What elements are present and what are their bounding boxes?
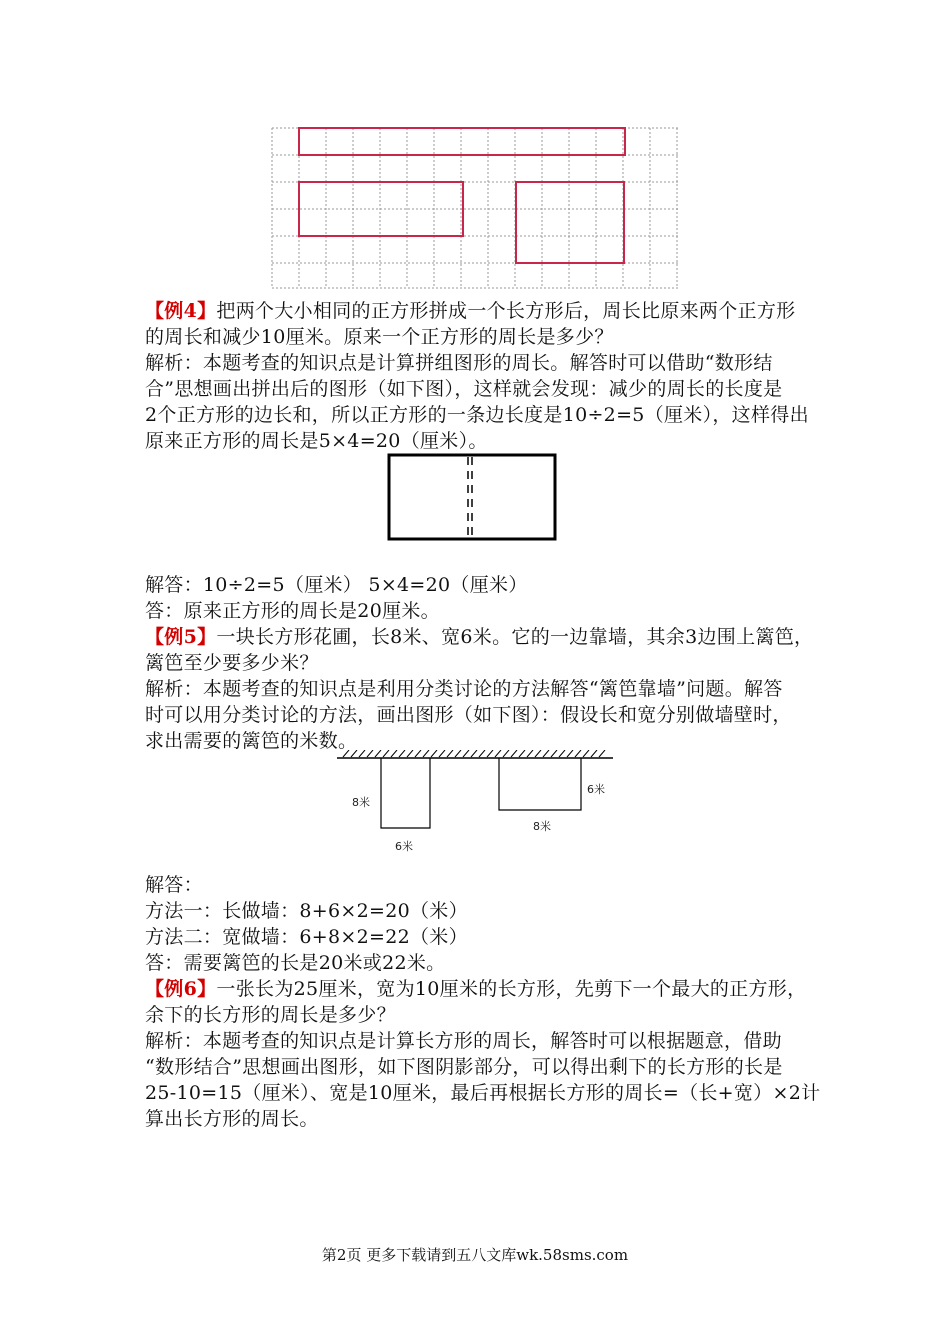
ex5-answer: 答：需要篱笆的长是20米或22米。: [145, 952, 446, 974]
ex5-question-line1: 【例5】一块长方形花圃，长8米、宽6米。它的一边靠墙，其余3边围上篱笆，: [145, 626, 814, 648]
ex6-question-line1: 【例6】一张长为25厘米，宽为10厘米的长方形，先剪下一个最大的正方形，: [145, 978, 807, 1000]
ex6-question-line2: 余下的长方形的周长是多少？: [145, 1004, 396, 1026]
ex4-analysis-line4: 原来正方形的周长是5×4=20（厘米）。: [145, 430, 488, 452]
ex6-analysis-line1: 解析：本题考查的知识点是计算长方形的周长，解答时可以根据题意，借助: [145, 1030, 782, 1052]
grid-figure: [270, 126, 680, 290]
ex6-label: 【例6】: [145, 978, 217, 1000]
ex5-question-line2: 篱笆至少要多少米？: [145, 652, 319, 674]
ex4-analysis-line1: 解析：本题考查的知识点是计算拼组图形的周长。解答时可以借助“数形结: [145, 352, 773, 374]
fig-label-left-side: 8米: [352, 796, 370, 809]
ex5-method2: 方法二：宽做墙：6+8×2=22（米）: [145, 926, 468, 948]
ex4-answer: 答：原来正方形的周长是20厘米。: [145, 600, 440, 622]
ex5-analysis-line1: 解析：本题考查的知识点是利用分类讨论的方法解答“篱笆靠墙”问题。解答: [145, 678, 783, 700]
ex4-solution: 解答：10÷2=5（厘米） 5×4=20（厘米）: [145, 574, 528, 596]
ex4-question-line1: 【例4】把两个大小相同的正方形拼成一个长方形后，周长比原来两个正方形: [145, 300, 796, 322]
ex6-analysis-line4: 算出长方形的周长。: [145, 1108, 319, 1130]
joined-squares-figure: [386, 452, 558, 542]
ex6-analysis-line2: “数形结合”思想画出图形，如下图阴影部分，可以得出剩下的长方形的长是: [145, 1056, 783, 1078]
fence-wall-figure: [335, 750, 615, 860]
ex5-solution: 解答：: [145, 874, 203, 896]
fig-label-left-bottom: 6米: [395, 840, 413, 853]
red-rect-long: [299, 128, 625, 155]
ex4-analysis-line2: 合”思想画出拼出后的图形（如下图），这样就会发现：减少的周长的长度是: [145, 378, 783, 400]
ex5-label: 【例5】: [145, 626, 217, 648]
ex5-analysis-line3: 求出需要的篱笆的米数。: [145, 730, 358, 752]
ex5-method1: 方法一：长做墙：8+6×2=20（米）: [145, 900, 468, 922]
ex4-analysis-line3: 2个正方形的边长和，所以正方形的一条边长度是10÷2=5（厘米），这样得出: [145, 404, 809, 426]
red-rect-right: [516, 182, 624, 263]
ex6-analysis-line3: 25-10=15（厘米）、宽是10厘米，最后再根据长方形的周长=（长+宽）×2计: [145, 1082, 821, 1104]
ex4-label: 【例4】: [145, 300, 217, 322]
page-footer: 第2页 更多下载请到五八文库wk.58sms.com: [321, 1246, 629, 1264]
ex4-question-line2: 的周长和减少10厘米。原来一个正方形的周长是多少？: [145, 326, 614, 348]
ex5-analysis-line2: 时可以用分类讨论的方法，画出图形（如下图）：假设长和宽分别做墙壁时，: [145, 704, 792, 726]
fig-label-right-bottom: 8米: [533, 820, 551, 833]
fig-label-right-side: 6米: [587, 783, 605, 796]
